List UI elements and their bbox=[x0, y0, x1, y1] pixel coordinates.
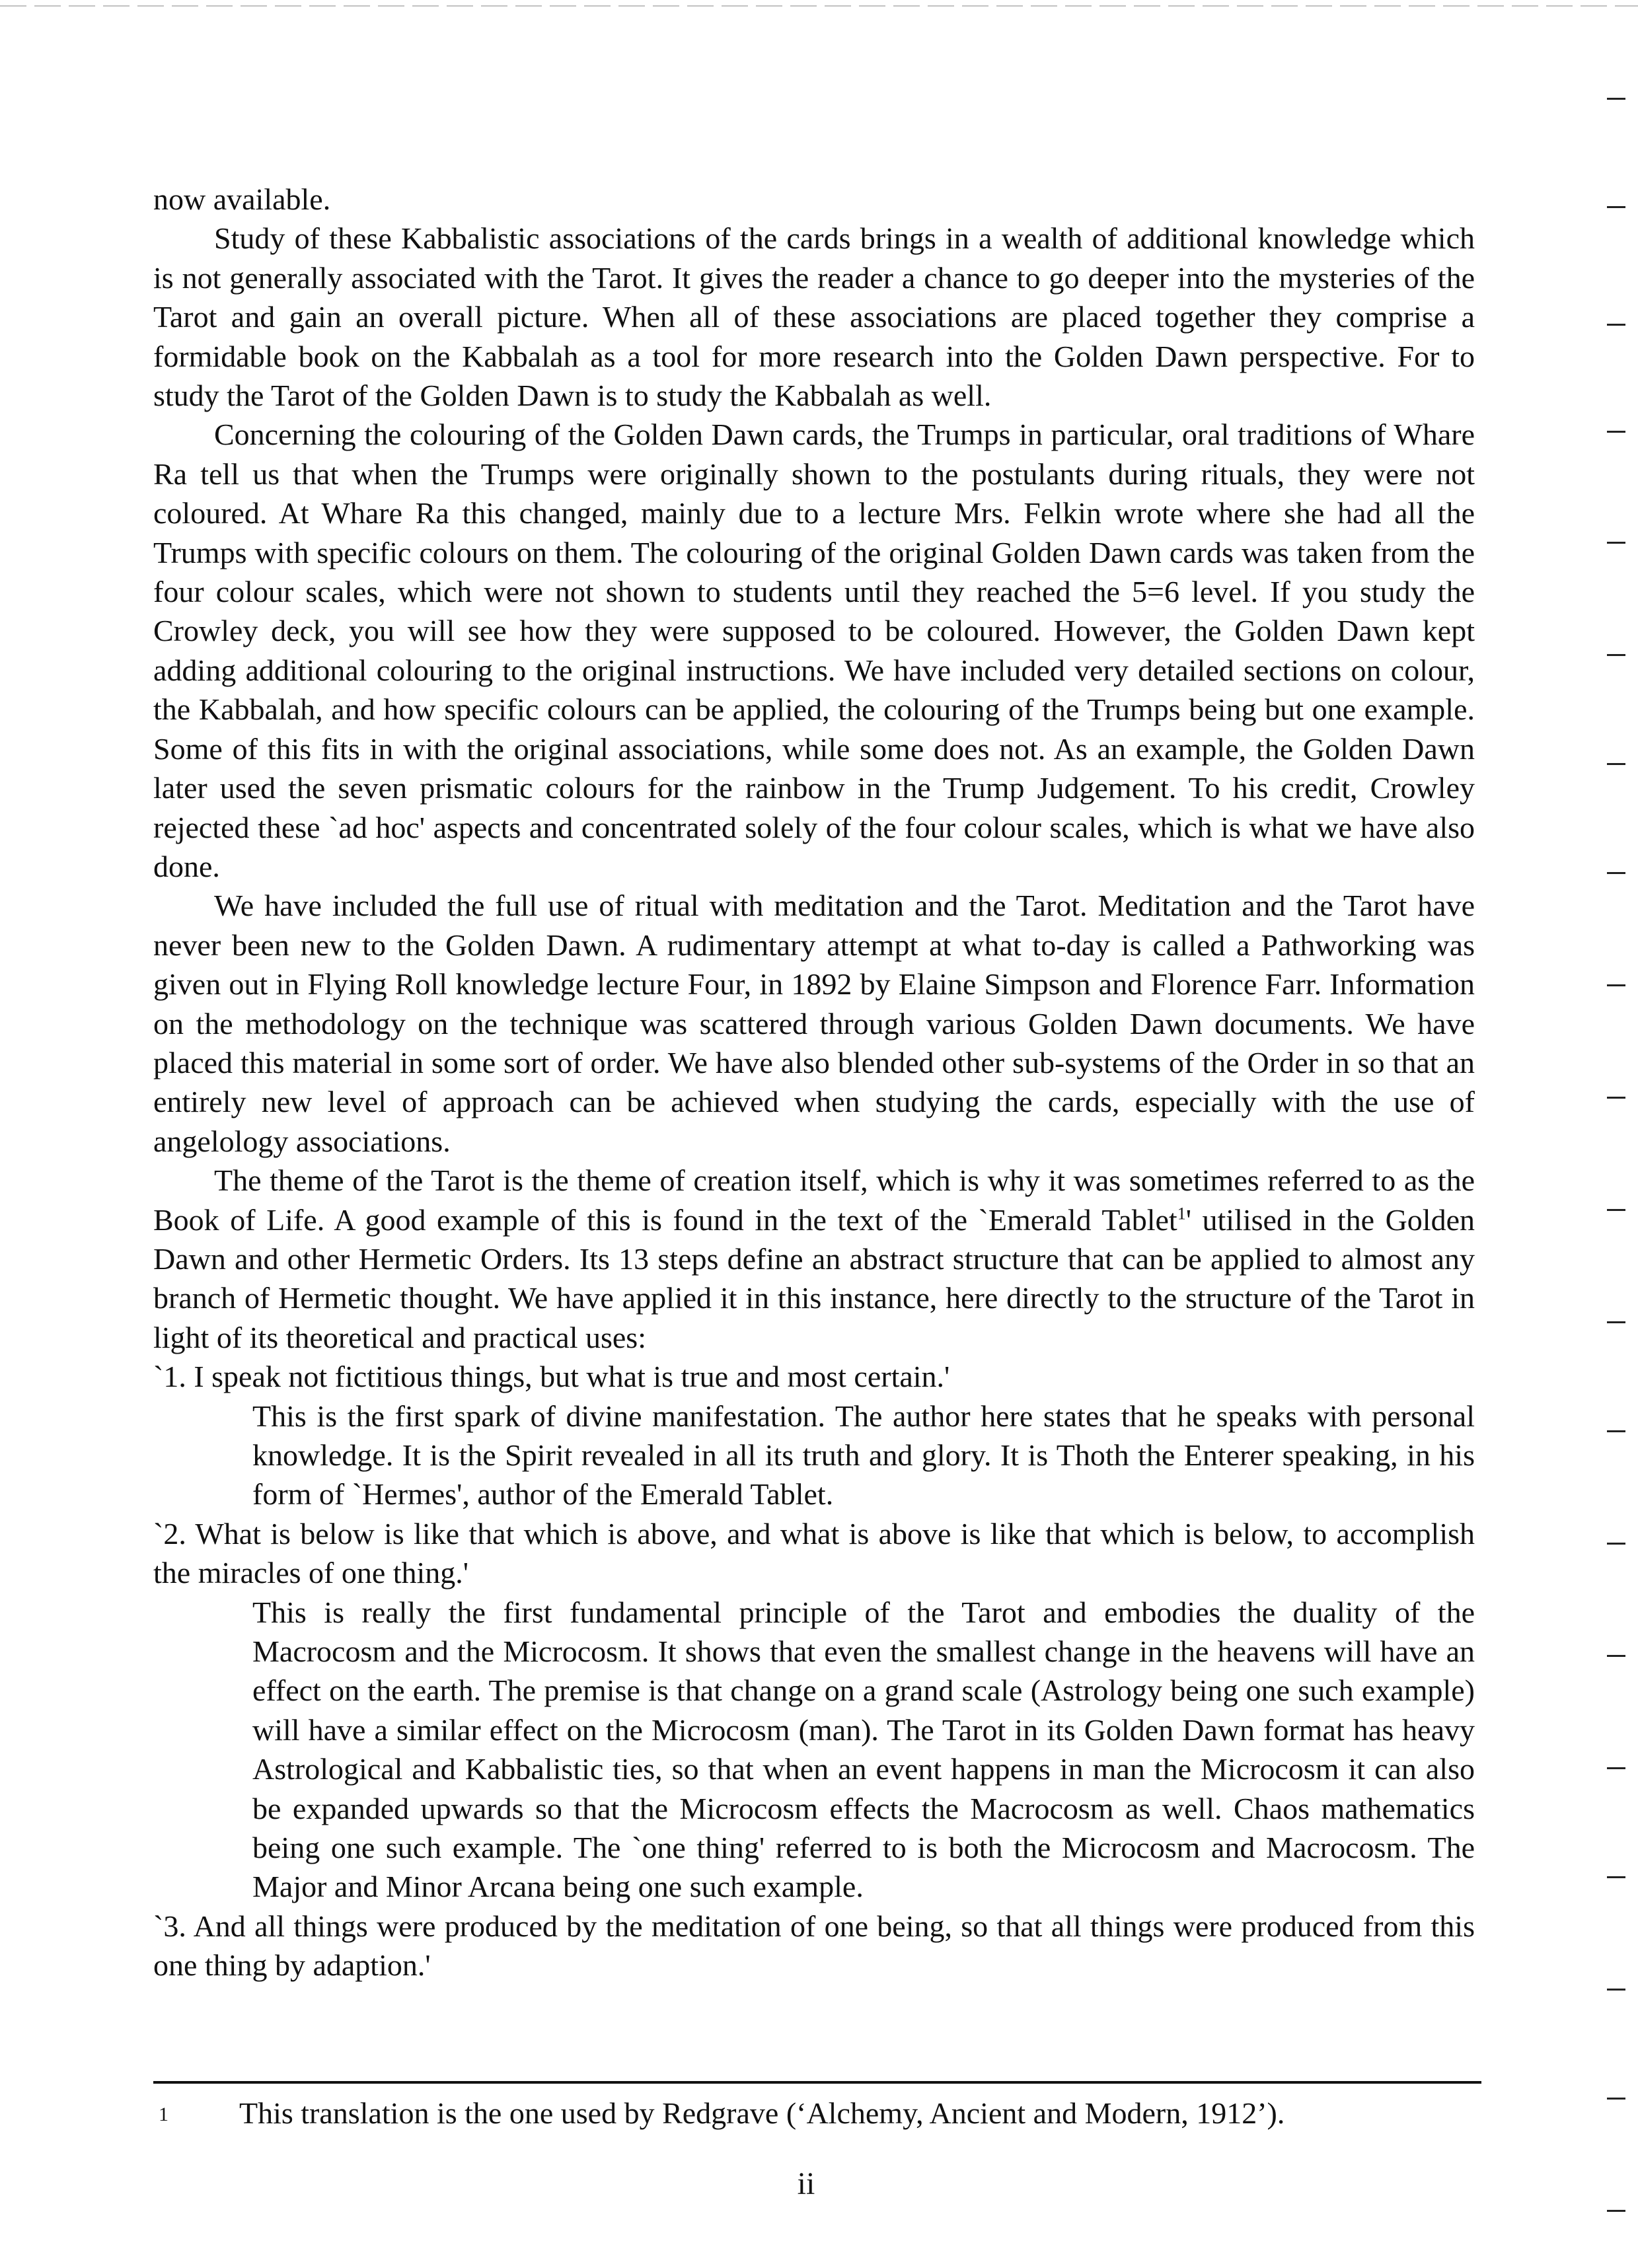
scan-top-edge bbox=[0, 5, 1638, 7]
margin-tick bbox=[1607, 1767, 1625, 1769]
margin-tick bbox=[1607, 1543, 1625, 1545]
paragraph-ritual-meditation bbox=[153, 886, 1475, 1161]
paragraph-continuation: now available. bbox=[153, 182, 331, 216]
page-body bbox=[153, 180, 1475, 1985]
theme-text-part2: ' utilised in the Golden Dawn and other Hermetic Orders. Its 13 steps define an abstract structure that can be applied to almost any branch of Hermetic thought. We have applied it in this instance, here directly to the structure of the Tarot in light of its theoretical and practical uses: bbox=[153, 1202, 1475, 1354]
step-1-commentary: This is the first spark of divine manifestation. The author here states that he speaks with personal knowledge. It is the Spirit revealed in all its truth and glory. It is Thoth the Enterer speaking, in his form of `Hermes', author of the Emerald Tablet. bbox=[252, 1399, 1475, 1512]
paragraph-kabbalistic-associations: Study of these Kabbalistic associations of the cards brings in a wealth of additional knowledge which is not generally associated with the Tarot. It gives the reader a chance to go deeper into the mysteries of the Tarot and gain an overall picture. When all of these associations are placed together they comprise a formidable book on the Kabbalah as a tool for more research into the Golden Dawn perspective. For to study the Tarot of the Golden Dawn is to study the Kabbalah as well. bbox=[153, 221, 1475, 413]
step-3-quote: `3. And all things were produced by the meditation of one being, so that all things were produced from this one thing by adaption.' bbox=[153, 1909, 1475, 1983]
footnote-reference[interactable]: 1 bbox=[1177, 1204, 1186, 1224]
footnote-divider bbox=[153, 2081, 1481, 2084]
page-number: ii bbox=[797, 2166, 815, 2201]
margin-tick bbox=[1607, 431, 1625, 433]
step-2-commentary: This is really the first fundamental principle of the Tarot and embodies the duality of the Macrocosm and the Microcosm. It shows that even the smallest change in the heavens will have an effect on the earth. The premise is that change on a grand scale (Astrology being one such example) will have a similar effect on the Microcosm (man). The Tarot in its Golden Dawn format has heavy Astrological and Kabbalistic ties, so that when an event happens in man the Microcosm it can also be expanded upwards so that the Microcosm effects the Macrocosm as well. Chaos mathematics being one such example. The `one thing' referred to is both the Microcosm and Macrocosm. The Major and Minor Arcana being one such example. bbox=[252, 1595, 1475, 1904]
margin-tick bbox=[1607, 1655, 1625, 1657]
paragraph-theme-of-tarot bbox=[153, 1161, 1475, 1357]
margin-tick bbox=[1607, 984, 1625, 986]
paragraph-colouring: Concerning the colouring of the Golden Dawn cards, the Trumps in particular, oral traditions of Whare Ra tell us that when the Trumps were originally shown to the postulants during rituals, they were not coloured. At Whare Ra this changed, mainly due to a lecture Mrs. Felkin wrote where she had all the Trumps with specific colours on them. The colouring of the original Golden Dawn cards was taken from the four colour scales, which were not shown to students until they reached the 5=6 level. If you study the Crowley deck, you will see how they were supposed to be coloured. However, the Golden Dawn kept adding additional colouring to the original instructions. We have included very detailed sections on colour, the Kabbalah, and how specific colours can be applied, the colouring of the Trumps being but one example. Some of this fits in with the original associations, while some does not. As an example, the Golden Dawn later used the seven prismatic colours for the rainbow in the Trump Judgement. To his credit, Crowley rejected these `ad hoc' aspects and concentrated solely of the four colour scales, which is what we have also done. bbox=[153, 418, 1475, 883]
margin-tick bbox=[1607, 654, 1625, 656]
margin-tick bbox=[1607, 1430, 1625, 1432]
margin-tick bbox=[1607, 1209, 1625, 1211]
margin-tick bbox=[1607, 872, 1625, 874]
margin-tick bbox=[1607, 542, 1625, 544]
margin-tick bbox=[1607, 98, 1625, 100]
margin-tick bbox=[1607, 763, 1625, 765]
margin-tick bbox=[1607, 324, 1625, 326]
margin-tick bbox=[1607, 1321, 1625, 1323]
margin-tick bbox=[1607, 1876, 1625, 1878]
margin-tick bbox=[1607, 1097, 1625, 1099]
margin-tick bbox=[1607, 1989, 1625, 1991]
margin-tick bbox=[1607, 2098, 1625, 2100]
footnote-text: This translation is the one used by Redgrave (‘Alchemy, Ancient and Modern, 1912’). bbox=[239, 2096, 1285, 2130]
margin-tick bbox=[1607, 2210, 1625, 2212]
paragraph-ritual-text: We have included the full use of ritual with meditation and the Tarot. Meditation and the Tarot have never been new to the Golden Dawn. A rudimentary attempt at what to-day is called a Pathworking was given out in Flying Roll knowledge lecture Four, in 1892 by Elaine Simpson and Florence Farr. Information on the methodology on the technique was scattered through various Golden Dawn documents. We have placed this material in some sort of order. We have also blended other sub-systems of the Order in so that an entirely new level of approach can be achieved when studying the cards, especially with the use of angelology associations. bbox=[153, 889, 1475, 1158]
margin-tick bbox=[1607, 206, 1625, 208]
footnote-number: 1 bbox=[159, 2103, 168, 2125]
theme-text-part1: The theme of the Tarot is the theme of creation itself, which is why it was sometimes referred to as the Book of Life. A good example of this is found in the text of the `Emerald Tablet bbox=[153, 1163, 1475, 1237]
step-2-quote: `2. What is below is like that which is above, and what is above is like that which is below, to accomplish the miracles of one thing.' bbox=[153, 1516, 1475, 1590]
step-1-quote: `1. I speak not fictitious things, but what is true and most certain.' bbox=[153, 1360, 950, 1394]
